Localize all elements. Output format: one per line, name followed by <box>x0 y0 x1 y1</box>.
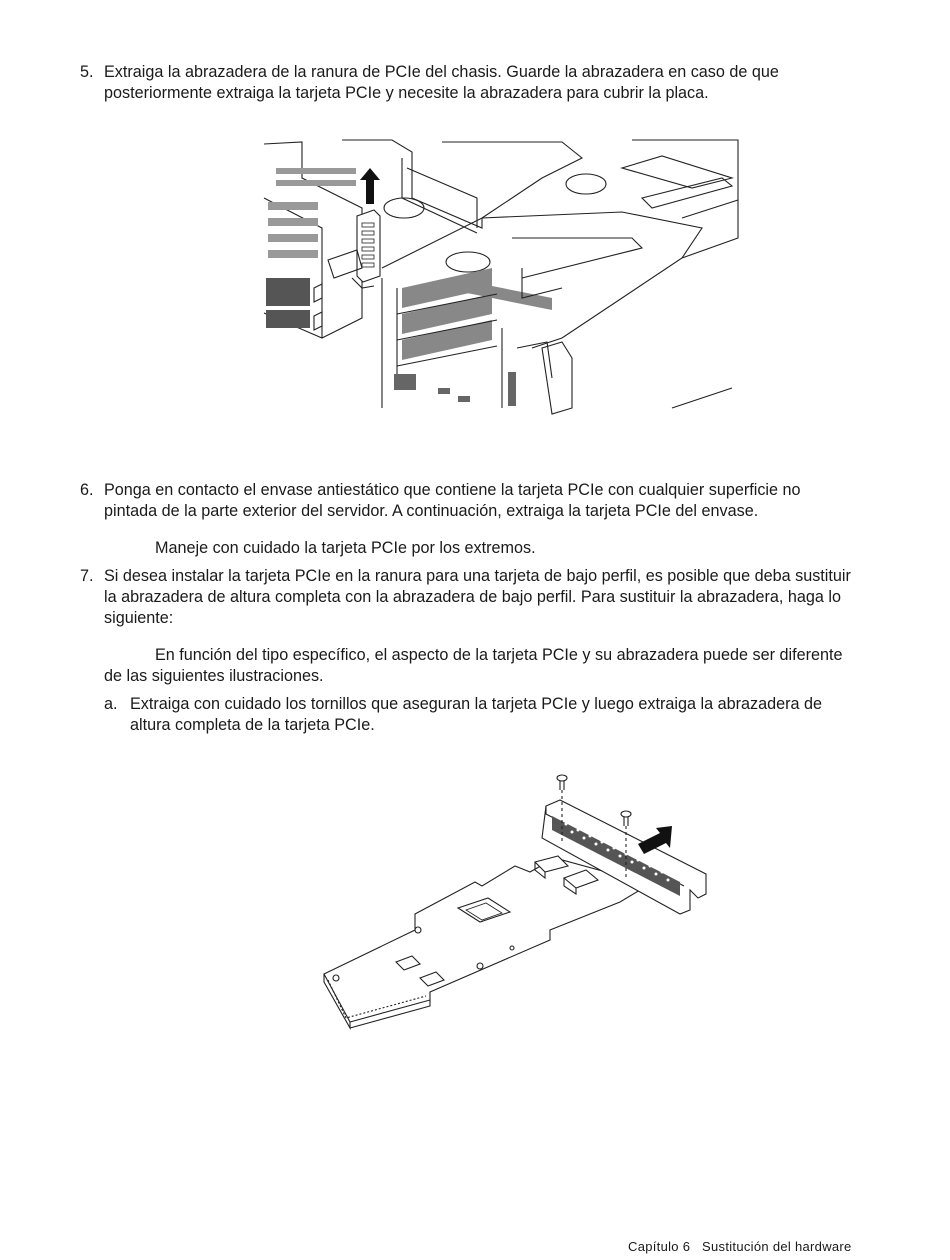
step-6-line-1: Ponga en contacto el envase antiestático que contiene la tarjeta PCIe con cualquier superficie no <box>104 481 801 499</box>
step-7-note-line-1: En función del tipo específico, el aspecto de la tarjeta PCIe y su abrazadera puede ser diferente <box>155 646 843 664</box>
step-6-line-2: pintada de la parte exterior del servidor. A continuación, extraiga la tarjeta PCIe del envase. <box>104 502 759 520</box>
step-7-number: 7. <box>80 567 94 585</box>
step-5-line-1: Extraiga la abrazadera de la ranura de PCIe del chasis. Guarde la abrazadera en caso de que <box>104 63 779 81</box>
step-6-number: 6. <box>80 481 94 499</box>
substep-a-line-2: altura completa de la tarjeta PCIe. <box>130 716 375 734</box>
footer <box>628 1239 852 1254</box>
step-7-line-2: la abrazadera de altura completa con la abrazadera de bajo perfil. Para sustituir la abrazadera, haga lo <box>104 588 841 606</box>
step-5-line-2: posteriormente extraiga la tarjeta PCIe y necesite la abrazadera para cubrir la placa. <box>104 84 709 102</box>
step-6-note: Maneje con cuidado la tarjeta PCIe por los extremos. <box>155 539 536 557</box>
bracket-removal-illustration <box>262 138 740 418</box>
footer-chapter: Capítulo 6 <box>628 1239 691 1254</box>
substep-a-line-1: Extraiga con cuidado los tornillos que aseguran la tarjeta PCIe y luego extraiga la abrazadera de <box>130 695 822 713</box>
step-5-number: 5. <box>80 63 94 81</box>
footer-title: Sustitución del hardware <box>702 1239 852 1254</box>
step-7-line-3: siguiente: <box>104 609 174 627</box>
step-7-line-1: Si desea instalar la tarjeta PCIe en la ranura para una tarjeta de bajo perfil, es posible que deba sustituir <box>104 567 851 585</box>
step-7-note-line-2: de las siguientes ilustraciones. <box>104 667 324 685</box>
substep-a-letter: a. <box>104 695 118 713</box>
pcie-card-illustration <box>320 770 712 1030</box>
